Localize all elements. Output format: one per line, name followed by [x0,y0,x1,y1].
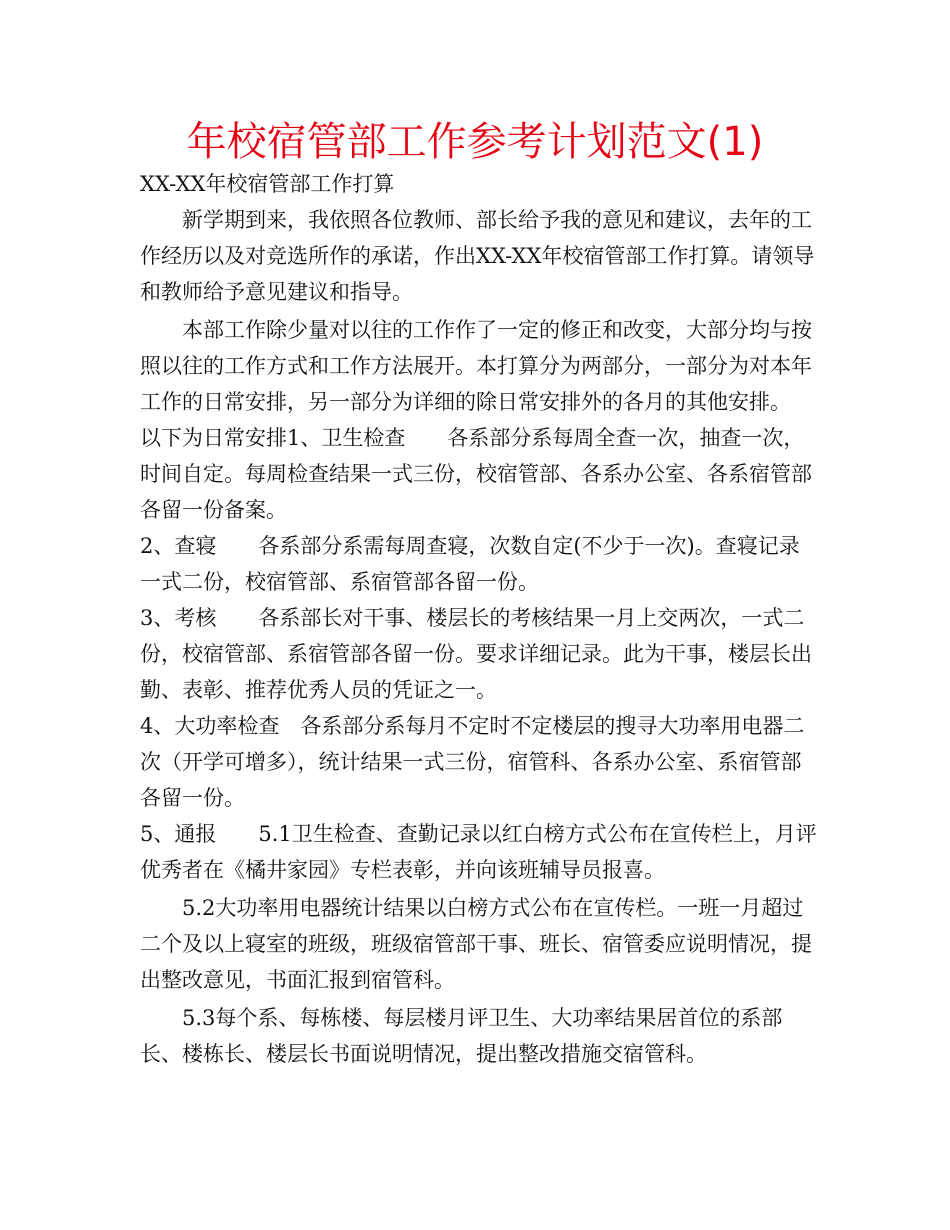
document-body [140,166,820,1072]
paragraph-plan-overview: 本部工作除少量对以往的工作作了一定的修正和改变，大部分均与按照以往的工作方式和工作方法展开。本打算分为两部分，一部分为对本年工作的日常安排，另一部分为详细的除日常安排外的各月的其他安排。 [140,318,812,414]
subtitle-line: XX-XX年校宿管部工作打算 [140,172,395,196]
paragraph-assessment: 3、考核 各系部长对干事、楼层长的考核结果一月上交两次，一式二份，校宿管部、系宿管部各留一份。要求详细记录。此为干事，楼层长出勤、表彰、推荐优秀人员的凭证之一。 [140,606,812,702]
paragraph-hygiene-check: 以下为日常安排1、卫生检查 各系部分系每周全查一次，抽查一次，时间自定。每周检查结果一式三份，校宿管部、各系办公室、各系宿管部各留一份备案。 [140,426,812,522]
paragraph-intro: 新学期到来，我依照各位教师、部长给予我的意见和建议，去年的工作经历以及对竞选所作的承诺，作出XX-XX年校宿管部工作打算。请领导和教师给予意见建议和指导。 [140,208,815,304]
paragraph-dorm-check: 2、查寝 各系部分系需每周查寝，次数自定(不少于一次)。查寝记录一式二份，校宿管部、系宿管部各留一份。 [140,534,800,594]
document-title: 年校宿管部工作参考计划范文(1) [186,119,764,165]
paragraph-notice-5-3: 5.3每个系、每栋楼、每层楼月评卫生、大功率结果居首位的系部长、楼栋长、楼层长书面说明情况，提出整改措施交宿管科。 [140,1006,783,1066]
paragraph-high-power-check: 4、大功率检查 各系部分系每月不定时不定楼层的搜寻大功率用电器二次（开学可增多），统计结果一式三份，宿管科、各系办公室、系宿管部各留一份。 [140,714,805,810]
paragraph-notice: 5、通报 5.1卫生检查、查勤记录以红白榜方式公布在宣传栏上，月评优秀者在《橘井家园》专栏表彰，并向该班辅导员报喜。 [140,822,817,882]
paragraph-notice-5-2: 5.2大功率用电器统计结果以白榜方式公布在宣传栏。一班一月超过二个及以上寝室的班级，班级宿管部干事、班长、宿管委应说明情况，提出整改意见，书面汇报到宿管科。 [140,896,812,992]
